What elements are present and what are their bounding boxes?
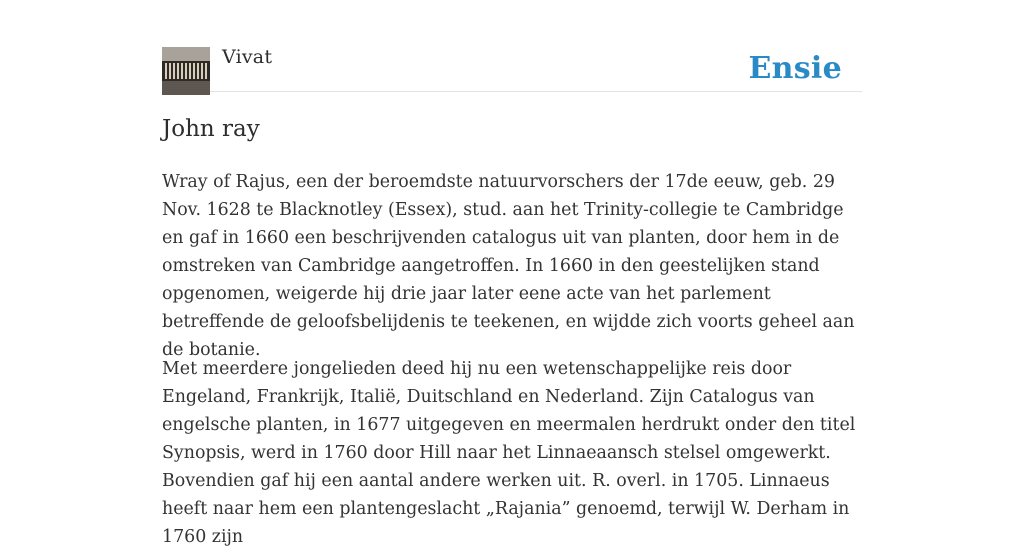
- author-name[interactable]: Vivat: [222, 46, 273, 68]
- books-icon: [162, 47, 210, 95]
- brand-logo[interactable]: Ensie: [748, 51, 842, 86]
- article-paragraph-2: Met meerdere jongelieden deed hij nu een wetenschappelijke reis door Engeland, Frankrijk, Italië, Duitschland en Nederland. Zijn Catalogus van engelsche planten, in 1677 uitgegeven en meermalen herdrukt onder den titel Synopsis, werd in 1760 door Hill naar het Linnaeaansch stelsel omgewerkt. Bovendien gaf hij een aantal andere werken uit. R. overl. in 1705. Linnaeus heeft naar hem een plantengeslacht „Rajania” genoemd, terwijl W. Derham in 1760 zijn: [162, 359, 856, 547]
- author-avatar[interactable]: [162, 47, 210, 95]
- article-page: [162, 0, 862, 547]
- page-header: [162, 0, 862, 92]
- article-title: John ray: [162, 116, 260, 142]
- article-paragraph-1: Wray of Rajus, een der beroemdste natuurvorschers der 17de eeuw, geb. 29 Nov. 1628 te Blacknotley (Essex), stud. aan het Trinity-collegie te Cambridge en gaf in 1660 een beschrijvenden catalogus uit van planten, door hem in de omstreken van Cambridge aangetroffen. In 1660 in den geestelijken stand opgenomen, weigerde hij drie jaar later eene acte van het parlement betreffende de geloofsbelijdenis te teekenen, en wijdde zich voorts geheel aan de botanie.: [162, 172, 855, 360]
